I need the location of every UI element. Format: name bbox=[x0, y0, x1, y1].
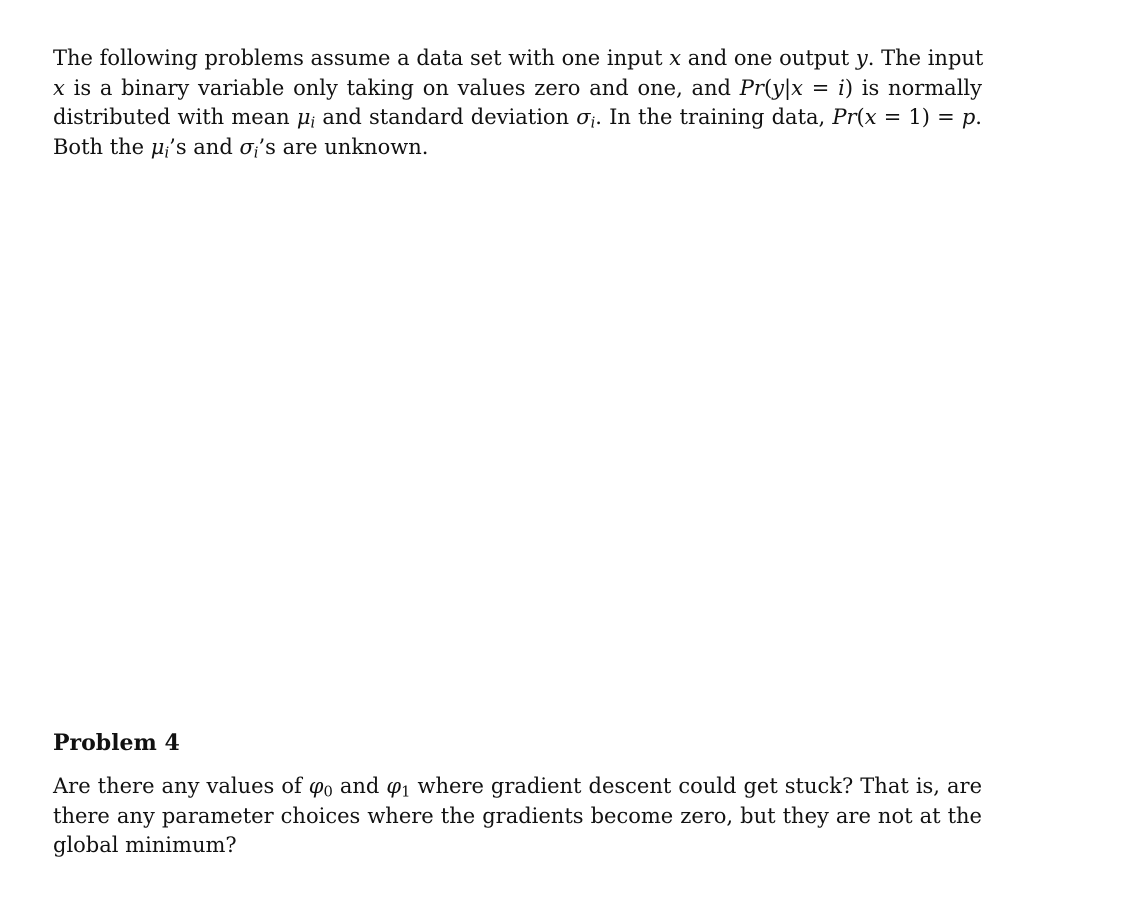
math-pr: Pr bbox=[832, 105, 857, 129]
math-subscript: 1 bbox=[401, 783, 411, 801]
math-subscript: 0 bbox=[323, 783, 333, 801]
text-run: and one output bbox=[681, 46, 856, 70]
math-phi-0 bbox=[308, 774, 333, 801]
math-subscript: i bbox=[310, 114, 316, 132]
intro-line-1 bbox=[53, 44, 982, 74]
math-mu: μ bbox=[296, 105, 311, 129]
math-y: y bbox=[855, 46, 868, 70]
problem-paragraph bbox=[53, 772, 982, 861]
math-paren: ) bbox=[844, 75, 854, 100]
math-paren: ( bbox=[763, 75, 773, 100]
text-run: Are there any values of bbox=[53, 774, 309, 798]
math-x: x bbox=[53, 75, 65, 100]
math-bar: | bbox=[784, 75, 792, 100]
problem-heading: Problem 4 bbox=[53, 730, 180, 756]
text-run: ’s are unknown. bbox=[258, 134, 429, 159]
text-run: . The input bbox=[867, 46, 984, 70]
math-p: p bbox=[961, 105, 976, 129]
problem-line-2: there any parameter choices where the gradients become zero, but they are not at the bbox=[53, 803, 982, 828]
math-equals: = 1) = bbox=[876, 105, 962, 129]
problem-line-1 bbox=[53, 772, 982, 802]
math-x: x bbox=[791, 75, 803, 100]
math-phi: φ bbox=[308, 774, 324, 798]
math-x: x bbox=[864, 105, 877, 129]
intro-line-2 bbox=[53, 74, 982, 104]
math-mu-i bbox=[150, 134, 170, 162]
intro-line-3 bbox=[53, 103, 982, 133]
math-subscript: i bbox=[253, 144, 259, 162]
math-subscript: i bbox=[164, 144, 170, 162]
math-i: i bbox=[838, 75, 845, 100]
text-run: is normally bbox=[853, 75, 982, 100]
text-run: and standard deviation bbox=[315, 105, 577, 129]
math-mu: μ bbox=[150, 134, 165, 159]
text-run: is a binary variable only taking on values zero and one, and bbox=[64, 75, 740, 100]
problem-line-3: global minimum? bbox=[53, 833, 237, 857]
math-mu-i bbox=[296, 105, 316, 132]
math-sigma: σ bbox=[239, 134, 254, 159]
math-phi-1 bbox=[386, 774, 411, 801]
text-run: and bbox=[332, 774, 387, 798]
text-run: The following problems assume a data set with one input bbox=[53, 46, 670, 70]
text-run: distributed with mean bbox=[53, 105, 297, 129]
text-run: . bbox=[975, 105, 982, 129]
math-phi: φ bbox=[386, 774, 402, 798]
math-sigma-i bbox=[239, 134, 259, 162]
text-run: ’s and bbox=[169, 134, 240, 159]
math-sigma: σ bbox=[576, 105, 591, 129]
math-sigma-i bbox=[576, 105, 596, 132]
math-x: x bbox=[669, 46, 682, 70]
math-pr: Pr bbox=[739, 75, 764, 100]
intro-line-4 bbox=[53, 133, 982, 163]
text-run: where gradient descent could get stuck? That is, are bbox=[410, 774, 982, 798]
math-y: y bbox=[772, 75, 785, 100]
intro-paragraph bbox=[53, 44, 982, 162]
text-run: Both the bbox=[53, 134, 151, 159]
math-subscript: i bbox=[590, 114, 596, 132]
math-equals: = bbox=[802, 75, 839, 100]
math-paren: ( bbox=[856, 105, 865, 129]
text-run: . In the training data, bbox=[595, 105, 833, 129]
